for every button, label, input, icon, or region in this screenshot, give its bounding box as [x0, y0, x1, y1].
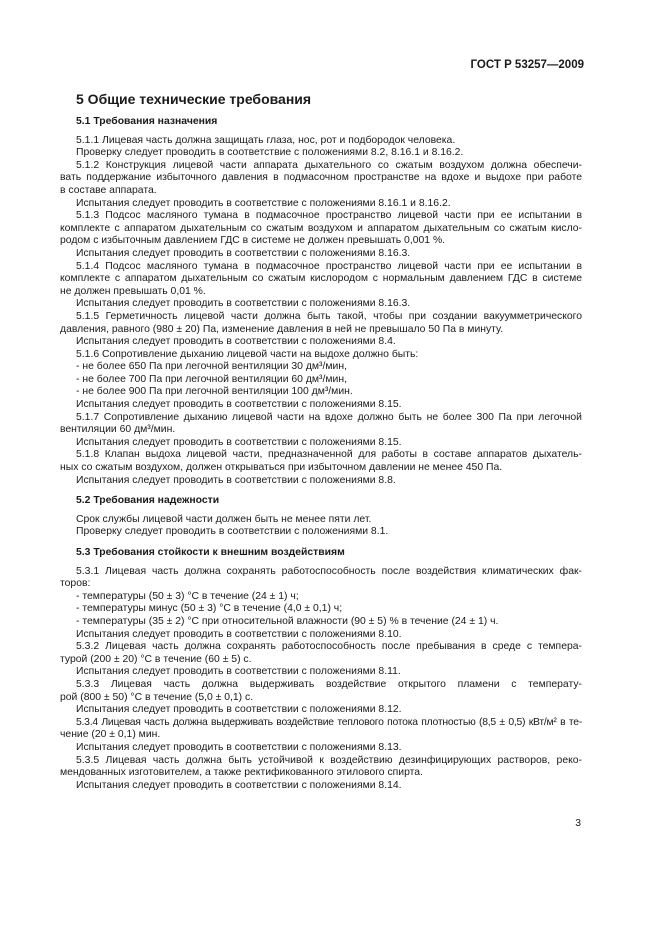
paragraph-line: родом с избыточным давлением ГДС в системе не должен превышать 0,001 %.: [60, 235, 446, 247]
list-item: - температуры (35 ± 2) °С при относительной влажности (90 ± 5) % в течение (24 ± 1) ч.: [76, 615, 499, 627]
paragraph-line: Испытания следует проводить в соответствии с положениями 8.13.: [76, 741, 402, 753]
paragraph-line: 5.1.5 Герметичность лицевой части должна быть такой, чтобы при создании вакуумметрического: [76, 310, 582, 322]
paragraph-line: Проверку следует проводить в соответствие с положениями 8.2, 8.16.1 и 8.16.2.: [76, 147, 464, 159]
paragraph-line: 5.1.3 Подсос масляного тумана в подмасочное пространство лицевой части при ее испытании в: [76, 210, 582, 222]
paragraph-line: 5.3.4 Лицевая часть должна выдерживать воздействие теплового потока плотностью (8,5 ± 0,5) кВт/м² в те-: [76, 716, 582, 728]
paragraph-line: Испытания следует проводить в соответствии с положениями 8.10.: [76, 628, 402, 640]
paragraph-line: 5.1.7 Сопротивление дыханию лицевой части на вдохе должно быть не более 300 Па при легочной: [76, 411, 582, 423]
subsection-heading: 5.2 Требования надежности: [76, 495, 220, 507]
section-title: 5 Общие технические требования: [76, 91, 312, 107]
paragraph-line: Испытания следует проводить в соответствии с положениями 8.15.: [76, 436, 402, 448]
paragraph-line: 5.1.2 Конструкция лицевой части аппарата дыхательного со сжатым воздухом должна обеспечи-: [76, 159, 582, 171]
standard-number: ГОСТ Р 53257—2009: [470, 59, 584, 71]
paragraph-line: мендованных изготовителем, а также ректификованного этилового спирта.: [60, 767, 423, 779]
list-item: - температуры (50 ± 3) °С в течение (24 ± 1) ч;: [76, 590, 299, 602]
paragraph-line: Испытания следует проводить в соответствии с положениями 8.15.: [76, 399, 402, 411]
paragraph-line: не должен превышать 0,01 %.: [60, 285, 206, 297]
list-item: - не более 700 Па при легочной вентиляции 60 дм³/мин,: [76, 373, 347, 385]
paragraph-line: 5.3.5 Лицевая часть должна быть устойчивой к воздействию дезинфицирующих растворов, реко-: [76, 754, 582, 766]
paragraph-line: 5.1.4 Подсос масляного тумана в подмасочное пространство лицевой части при ее испытании в: [76, 260, 582, 272]
paragraph-line: 5.1.1 Лицевая часть должна защищать глаза, нос, рот и подбородок человека.: [76, 134, 456, 146]
paragraph-line: Испытания следует проводить в соответствии с положениями 8.14.: [76, 779, 402, 791]
paragraph-line: ных со сжатым воздухом, должен открываться при избыточном давлении не менее 450 Па.: [60, 462, 503, 474]
paragraph-line: в составе аппарата.: [60, 184, 157, 196]
paragraph-line: Испытания следует проводить в соответствии с положениями 8.12.: [76, 704, 402, 716]
list-item: - не более 650 Па при легочной вентиляции 30 дм³/мин,: [76, 361, 347, 373]
paragraph-line: турой (200 ± 20) °С в течение (60 ± 5) с.: [60, 653, 252, 665]
paragraph-line: Испытания следует проводить в соответствии с положениями 8.16.3.: [76, 298, 411, 310]
list-item: - не более 900 Па при легочной вентиляции 100 дм³/мин.: [76, 386, 353, 398]
paragraph-line: 5.3.1 Лицевая часть должна сохранять работоспособность после воздействия климатических фак-: [76, 565, 582, 577]
paragraph-line: вентиляции 60 дм³/мин.: [60, 424, 176, 436]
subsection-heading: 5.1 Требования назначения: [76, 116, 218, 127]
paragraph-line: чение (20 ± 0,1) мин.: [60, 729, 161, 741]
paragraph-line: Испытания следует проводить в соответствие с положениями 8.16.1 и 8.16.2.: [76, 197, 451, 209]
paragraph-line: 5.3.3 Лицевая часть должна выдерживать воздействие открытого пламени с температу-: [76, 678, 582, 690]
paragraph-line: комплекте с аппаратом дыхательным со сжатым воздухом и аппаратом дыхательным со сжатым кисло-: [60, 222, 582, 234]
paragraph-line: Испытания следует проводить в соответствии с положениями 8.4.: [76, 336, 396, 348]
paragraph-line: давления, равного (980 ± 20) Па, изменение давления в ней не превышало 50 Па в минуту.: [60, 323, 504, 335]
paragraph-line: вать поддержание избыточного давления в подмасочном пространстве на вдохе и выдохе при работе: [60, 172, 582, 184]
paragraph-line: торов:: [60, 578, 91, 590]
paragraph-line: Испытания следует проводить в соответствии с положениями 8.11.: [76, 666, 401, 678]
subsection-heading: 5.3 Требования стойкости к внешним воздействиям: [76, 547, 345, 558]
list-item: - температуры минус (50 ± 3) °С в течение (4,0 ± 0,1) ч;: [76, 603, 343, 615]
paragraph-line: рой (800 ± 50) °С в течение (5,0 ± 0,1) с.: [60, 691, 254, 703]
paragraph-line: Испытания следует проводить в соответствии с положениями 8.8.: [76, 474, 396, 486]
document-body: [60, 116, 582, 792]
paragraph-line: 5.1.8 Клапан выдоха лицевой части, предназначенной для работы в составе аппаратов дыхатель-: [76, 449, 582, 461]
paragraph-line: Испытания следует проводить в соответствии с положениями 8.16.3.: [76, 247, 411, 259]
page-number: 3: [575, 818, 581, 829]
paragraph-line: 5.3.2 Лицевая часть должна сохранять работоспособность после пребывания в среде с темпера-: [76, 641, 582, 653]
paragraph-line: Проверку следует проводить в соответствии с положениями 8.1.: [76, 526, 389, 538]
paragraph-line: Срок службы лицевой части должен быть не менее пяти лет.: [76, 513, 372, 525]
paragraph-line: комплекте с аппаратом дыхательным со сжатым кислородом с нормальным давлением ГДС в системе: [60, 273, 582, 285]
paragraph-line: 5.1.6 Сопротивление дыханию лицевой части на выдохе должно быть:: [76, 348, 419, 360]
